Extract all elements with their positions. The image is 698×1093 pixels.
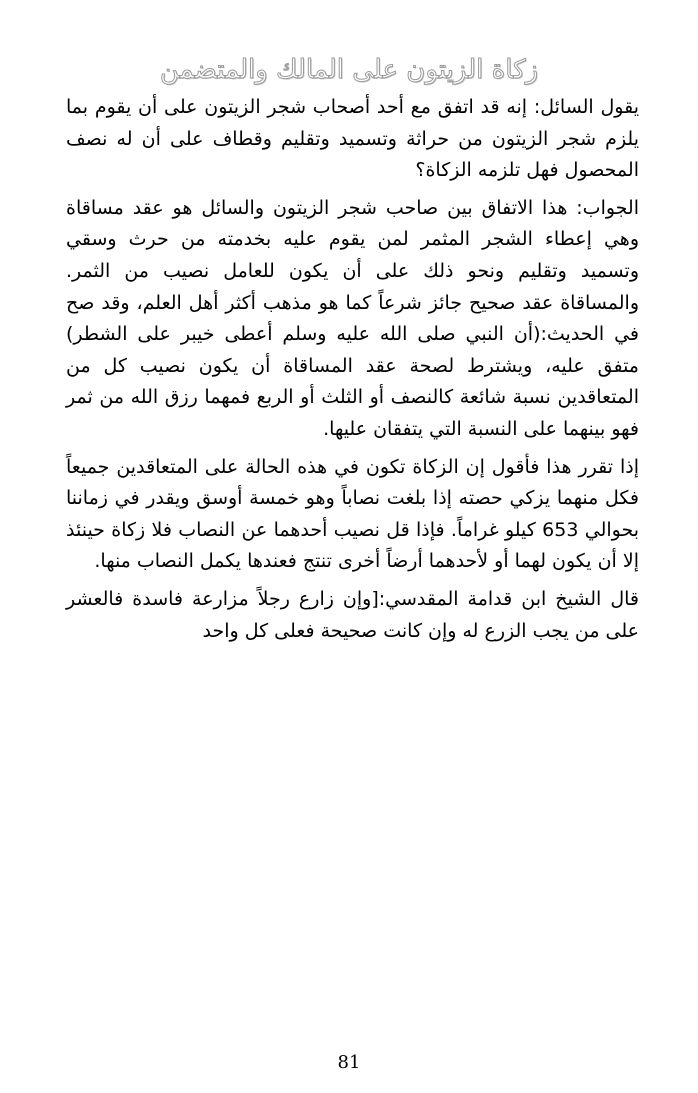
header-title: زكاة الزيتون على المالك والمتضمن	[159, 55, 539, 85]
paragraph-question: يقول السائل: إنه قد اتفق مع أحد أصحاب شجر الزيتون على أن يقوم بما يلزم شجر الزيتون من حراثة وتسميد وتقليم وقطاف على أن له نصف المحصول فهل تلزمه الزكاة؟	[66, 96, 639, 182]
running-header	[0, 50, 698, 90]
body-text	[66, 92, 639, 653]
paragraph-answer: الجواب: هذا الاتفاق بين صاحب شجر الزيتون والسائل هو عقد مساقاة وهي إعطاء الشجر المثمر لمن يقوم عليه بخدمته من حرث وسقي وتسميد وتقليم ونحو ذلك على أن يكون للعامل نصيب من الثمر. والمساقاة عقد صحيح جائز شرعاً كما هو مذهب أكثر أهل العلم، وقد صح في الحديث:(أن النبي صلى الله عليه وسلم أعطى خيبر على الشطر) متفق عليه، ويشترط لصحة عقد المساقاة أن يكون نصيب كل من المتعاقدين نسبة شائعة كالنصف أو الثلث أو الربع فمهما رزق الله من ثمر فهو بينهما على النسبة التي يتفقان عليها.	[66, 196, 639, 440]
paragraph-zakat-ruling: إذا تقرر هذا فأقول إن الزكاة تكون في هذه الحالة على المتعاقدين جميعاً فكل منهما يزكي حصته إذا بلغت نصاباً وهو خمسة أوسق ويقدر في زماننا بحوالي 653 كيلو غراماً. فإذا قل نصيب أحدهما عن النصاب فلا زكاة حينئذ إلا أن يكون لهما أو لأحدهما أرضاً أخرى تنتج فعندها يكمل النصاب منها.	[66, 455, 640, 573]
page-number: 81	[337, 1052, 361, 1073]
paragraph-ibn-qudama-quote: قال الشيخ ابن قدامة المقدسي:[وإن زارع رجلاً مزارعة فاسدة فالعشر على من يجب الزرع له وإن كانت صحيحة فعلى كل واحد	[66, 587, 639, 642]
